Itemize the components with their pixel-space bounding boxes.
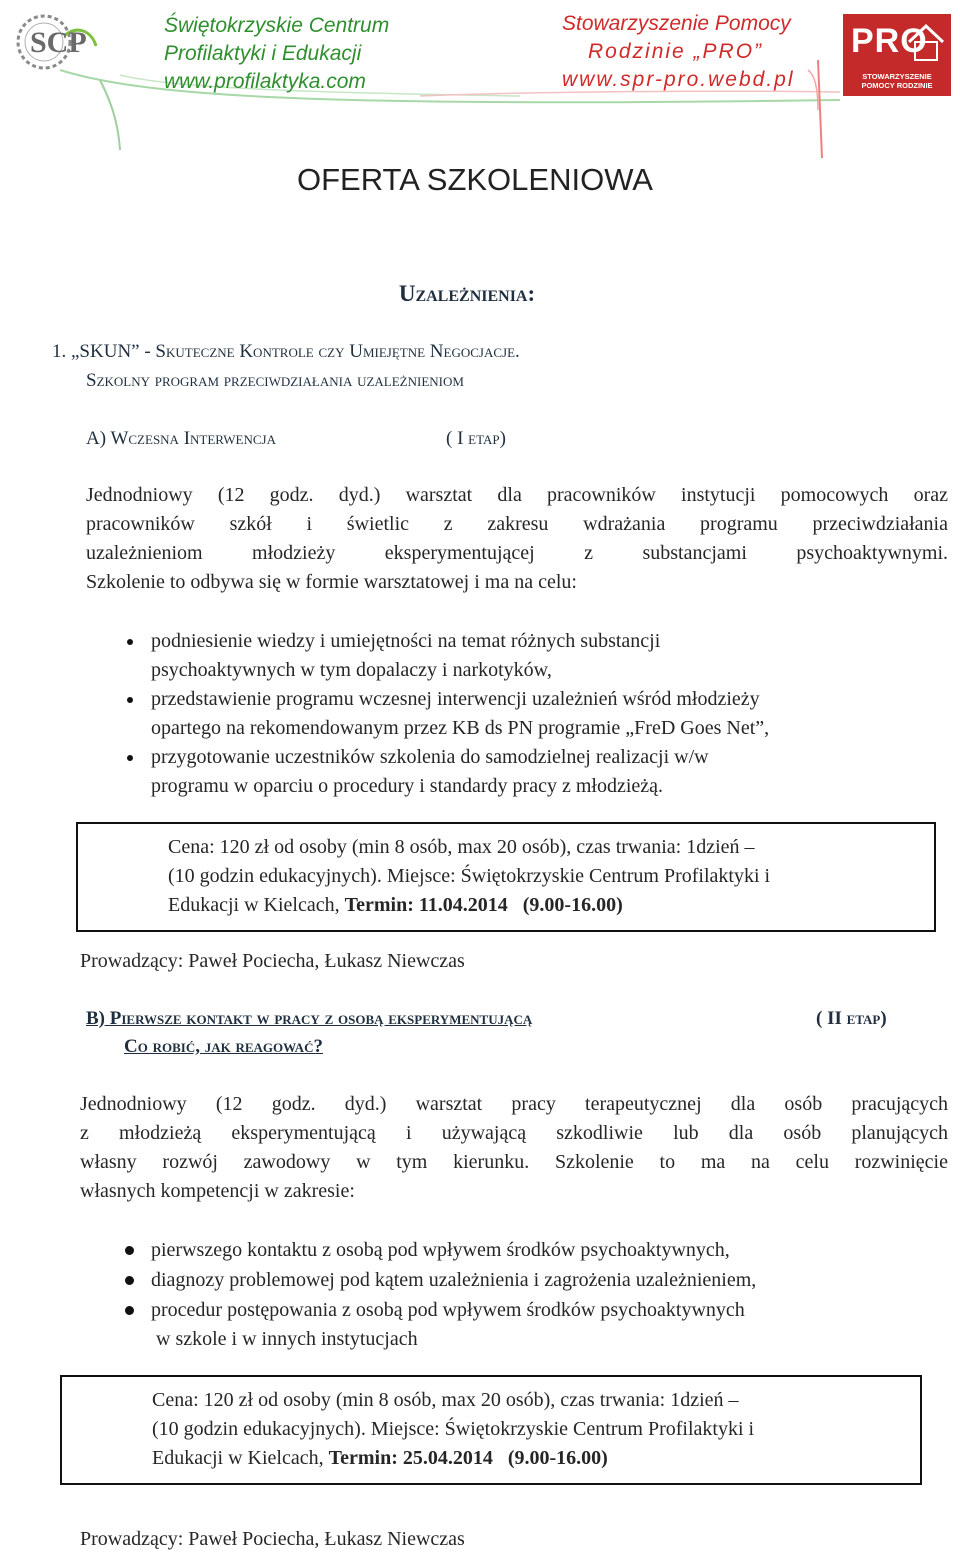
partB-heading-line-2: Co robić, jak reagować? xyxy=(124,1036,323,1057)
page-title: OFERTA SZKOLENIOWA xyxy=(297,162,653,197)
partB-stage: ( II etap) xyxy=(816,1008,887,1029)
partA-lead: Prowadzący: Paweł Pociecha, Łukasz Niewczas xyxy=(80,950,465,972)
partA-desc-line-1: Jednodniowy (12 godz. dyd.) warsztat dla pracowników instytucji pomocowych oraz xyxy=(86,484,948,506)
partB-bullet-list xyxy=(151,1236,941,1354)
list-item: podniesienie wiedzy i umiejętności na temat różnych substancji psychoaktywnych w tym dopalaczy i narkotyków, xyxy=(151,627,941,685)
left-org-website[interactable]: www.profilaktyka.com xyxy=(164,70,366,93)
partB-price-line-2: (10 godzin edukacyjnych). Miejsce: Świętokrzyskie Centrum Profilaktyki i xyxy=(152,1418,755,1440)
partA-desc-line-3: uzależnieniom młodzieży eksperymentującej z substancjami psychoaktywnymi. xyxy=(86,542,948,564)
item1-line-2: Szkolny program przeciwdziałania uzależnieniom xyxy=(86,370,464,391)
partA-price-line-2: (10 godzin edukacyjnych). Miejsce: Świętokrzyskie Centrum Profilaktyki i xyxy=(168,865,771,887)
partB-price-line-3: Edukacji w Kielcach, xyxy=(152,1447,329,1469)
item1-heading xyxy=(52,338,520,395)
pro-logo xyxy=(843,14,951,96)
partB-desc-line-1: Jednodniowy (12 godz. dyd.) warsztat pracy terapeutycznej dla osób pracujących xyxy=(80,1093,948,1115)
left-org-line-1: Świętokrzyskie Centrum xyxy=(164,14,390,37)
pro-logo-subtitle: STOWARZYSZENIE POMOCY RODZINIE xyxy=(861,72,933,90)
partA-stage: ( I etap) xyxy=(446,428,506,449)
partA-heading: A) Wczesna Interwencja xyxy=(86,428,276,449)
list-item: diagnozy problemowej pod kątem uzależnienia i zagrożenia uzależnieniem, xyxy=(151,1266,941,1295)
left-org-block xyxy=(164,12,389,96)
partB-price-line-1: Cena: 120 zł od osoby (min 8 osób, max 20 osób), czas trwania: 1dzień – xyxy=(152,1389,739,1411)
list-item: procedur postępowania z osobą pod wpływem środków psychoaktywnych w szkole i w innych instytucjach xyxy=(151,1296,941,1354)
item1-line-1: 1. „SKUN” - Skuteczne Kontrole czy Umiejętne Negocjacje. xyxy=(52,341,520,362)
scp-logo xyxy=(6,6,102,80)
pro-logo-word: PRO xyxy=(851,22,928,60)
partB-price-box xyxy=(60,1375,922,1485)
partB-termin: Termin: 25.04.2014 (9.00-16.00) xyxy=(328,1447,608,1469)
partB-desc-line-2: z młodzieżą eksperymentującą i używającą szkodliwie lub dla osób planujących xyxy=(80,1122,948,1144)
partA-termin: Termin: 11.04.2014 (9.00-16.00) xyxy=(344,894,623,916)
partA-price-line-3: Edukacji w Kielcach, xyxy=(168,894,345,916)
partB-heading xyxy=(86,1005,532,1061)
list-item: przygotowanie uczestników szkolenia do samodzielnej realizacji w/w programu w oparciu o procedury i standardy pracy z młodzieżą. xyxy=(151,743,941,801)
partB-desc-line-4: własnych kompetencji w zakresie: xyxy=(80,1180,355,1202)
section-title: Uzależnienia: xyxy=(398,281,536,306)
right-org-line-1: Stowarzyszenie Pomocy xyxy=(562,12,791,35)
right-org-line-2: Rodzinie „PRO” xyxy=(588,40,764,63)
scp-logo-text: SCP xyxy=(30,26,87,59)
right-org-website[interactable]: www.spr-pro.webd.pl xyxy=(562,68,795,91)
partA-description xyxy=(86,481,948,597)
partA-desc-line-4: Szkolenie to odbywa się w formie warsztatowej i ma na celu: xyxy=(86,571,577,593)
partB-description xyxy=(80,1090,948,1206)
house-icon xyxy=(905,20,947,64)
partA-price-line-1: Cena: 120 zł od osoby (min 8 osób, max 20 osób), czas trwania: 1dzień – xyxy=(168,836,755,858)
left-org-line-2: Profilaktyki i Edukacji xyxy=(164,42,362,65)
partA-price-box xyxy=(76,822,936,932)
partB-desc-line-3: własny rozwój zawodowy w tym kierunku. Szkolenie to ma na celu rozwinięcie xyxy=(80,1151,948,1173)
right-org-block xyxy=(562,10,795,94)
partB-lead: Prowadzący: Paweł Pociecha, Łukasz Niewczas xyxy=(80,1528,465,1550)
partA-bullet-list xyxy=(151,627,941,801)
list-item: przedstawienie programu wczesnej interwencji uzależnień wśród młodzieży opartego na rekomendowanym przez KB ds PN programie „FreD Goes Net”, xyxy=(151,685,941,743)
partB-heading-line-1: B) Pierwsze kontakt w pracy z osobą eksperymentującą xyxy=(86,1008,533,1029)
partA-desc-line-2: pracowników szkół i świetlic z zakresu wdrażania programu przeciwdziałania xyxy=(86,513,948,535)
list-item: pierwszego kontaktu z osobą pod wpływem środków psychoaktywnych, xyxy=(151,1236,941,1265)
header-leaf-decoration xyxy=(0,0,960,160)
